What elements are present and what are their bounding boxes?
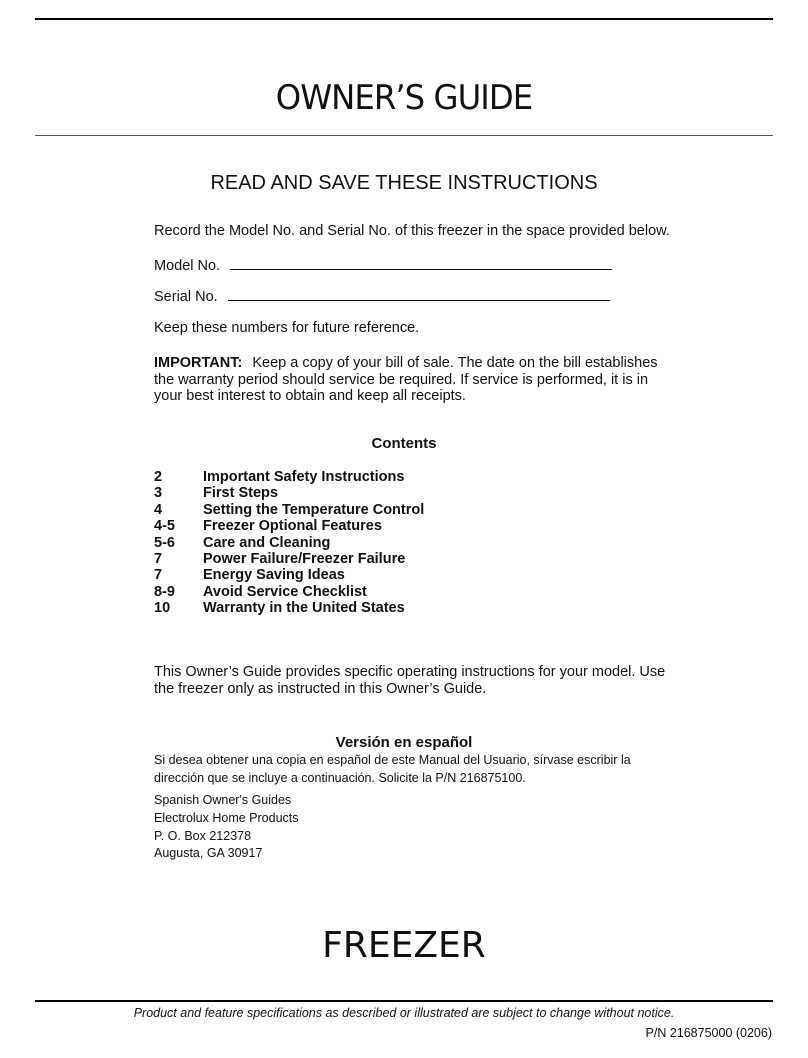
- serial-number-label: Serial No.: [154, 289, 218, 305]
- toc-title: Warranty in the United States: [203, 600, 405, 617]
- toc-row: [154, 518, 424, 534]
- address-line: Augusta, GA 30917: [154, 846, 263, 861]
- toc-title: Setting the Temperature Control: [203, 501, 425, 518]
- top-rule: [35, 18, 773, 20]
- toc-page: 2: [154, 469, 163, 485]
- toc-row: [154, 551, 424, 567]
- toc-row: [154, 567, 424, 583]
- keep-numbers-note: Keep these numbers for future reference.: [154, 320, 420, 336]
- toc-title: First Steps: [203, 485, 278, 502]
- toc-page: 10: [154, 600, 171, 617]
- spanish-version-heading: Versión en español: [335, 734, 473, 751]
- bottom-rule: [35, 1000, 773, 1002]
- toc-row: [154, 485, 424, 501]
- toc-page: 7: [154, 550, 163, 567]
- toc-page: 4-5: [154, 518, 175, 535]
- table-of-contents: [154, 469, 424, 617]
- model-number-label: Model No.: [154, 258, 221, 274]
- toc-page: 7: [154, 567, 163, 584]
- toc-row: [154, 535, 424, 551]
- record-instruction: Record the Model No. and Serial No. of this freezer in the space provided below.: [154, 223, 670, 239]
- important-text: Keep a copy of your bill of sale. The date on the bill establishes the warranty period should service be required. If service is performed, it is in your best interest to obtain and keep all receipts.: [154, 355, 658, 405]
- address-line: P. O. Box 212378: [154, 828, 252, 843]
- spanish-version-text: Si desea obtener una copia en español de este Manual del Usuario, sírvase escribir la dirección que se incluye a continuación. Solicite la P/N 216875100.: [154, 753, 631, 785]
- instructions-heading: READ AND SAVE THESE INSTRUCTIONS: [210, 172, 598, 194]
- specification-disclaimer: Product and feature specifications as described or illustrated are subject to change without notice.: [133, 1006, 675, 1020]
- serial-number-blank: [228, 288, 610, 301]
- contents-heading: Contents: [371, 435, 437, 452]
- important-note: [154, 355, 674, 405]
- toc-row: [154, 469, 424, 485]
- toc-page: 8-9: [154, 583, 175, 600]
- toc-title: Important Safety Instructions: [203, 469, 405, 485]
- toc-page: 4: [154, 501, 163, 518]
- part-number: P/N 216875000 (0206): [645, 1026, 772, 1040]
- address-line: Electrolux Home Products: [154, 810, 299, 825]
- product-name: FREEZER: [322, 925, 486, 966]
- toc-title: Avoid Service Checklist: [203, 583, 367, 600]
- address-line: Spanish Owner's Guides: [154, 793, 292, 807]
- model-number-blank: [230, 257, 612, 270]
- toc-row: [154, 502, 424, 518]
- page-title: OWNER’S GUIDE: [275, 78, 533, 118]
- toc-title: Energy Saving Ideas: [203, 567, 345, 584]
- toc-row: [154, 600, 424, 616]
- toc-row: [154, 584, 424, 600]
- model-number-field: [154, 257, 612, 274]
- toc-title: Power Failure/Freezer Failure: [203, 550, 406, 567]
- important-label: IMPORTANT:: [154, 355, 243, 371]
- toc-page: 3: [154, 485, 163, 502]
- mailing-address: [154, 792, 299, 863]
- title-divider: [35, 135, 773, 136]
- owners-guide-note: This Owner’s Guide provides specific operating instructions for your model. Use the freezer only as instructed in this Owner’s Guide.: [154, 664, 666, 697]
- toc-page: 5-6: [154, 534, 175, 551]
- serial-number-field: [154, 288, 610, 305]
- toc-title: Freezer Optional Features: [203, 518, 382, 535]
- toc-title: Care and Cleaning: [203, 534, 331, 551]
